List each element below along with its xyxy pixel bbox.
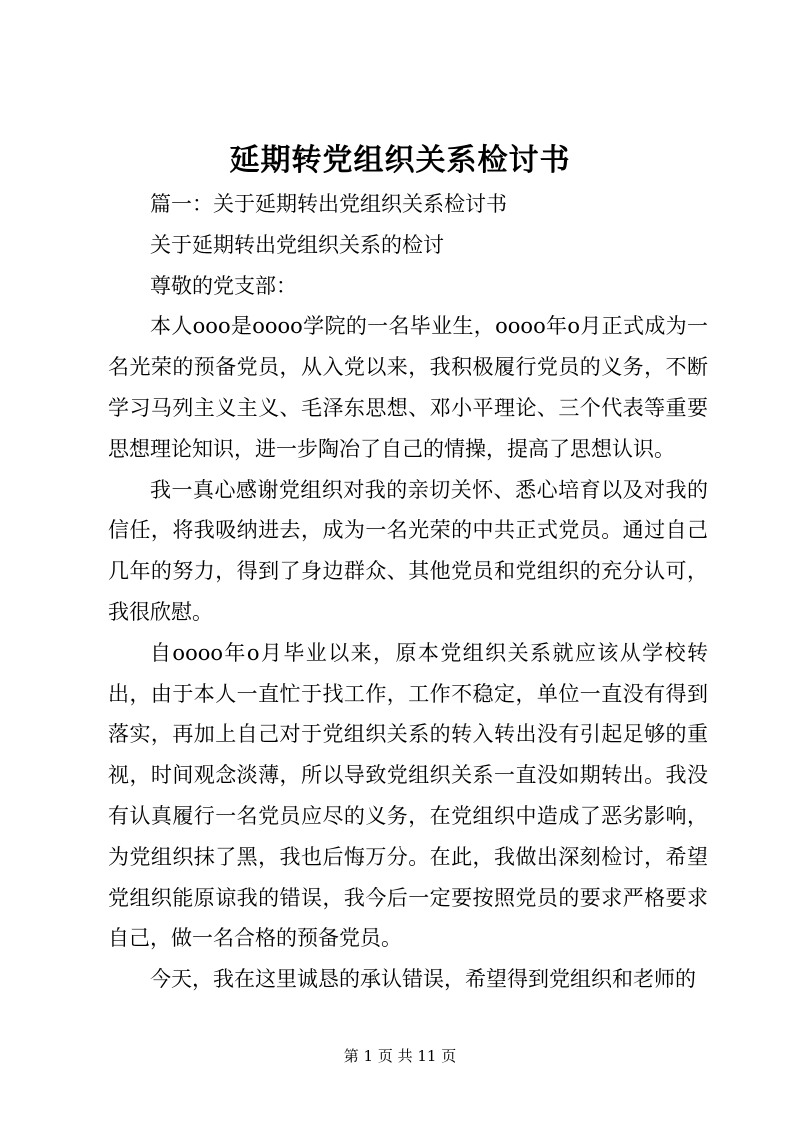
paragraph-3: 自oooo年o月毕业以来，原本党组织关系就应该从学校转出，由于本人一直忙于找工作，工作不稳定，单位一直没有得到落实，再加上自己对于党组织关系的转入转出没有引起足够的重视，时间观念淡薄，所以导致党组织关系一直没如期转出。我没有认真履行一名党员应尽的义务，在党组织中造成了恶劣影响，为党组织抹了黑，我也后悔万分。在此，我做出深刻检讨，希望党组织能原谅我的错误，我今后一定要按照党员的要求严格要求自己，做一名合格的预备党员。 xyxy=(108,640,708,951)
salutation: 尊敬的党支部： xyxy=(150,273,297,298)
paragraph-4: 今天，我在这里诚恳的承认错误，希望得到党组织和老师的 xyxy=(150,967,696,992)
paragraph-1: 本人ooo是oooo学院的一名毕业生，oooo年o月正式成为一名光荣的预备党员，从入党以来，我积极履行党员的义务，不断学习马列主义主义、毛泽东思想、邓小平理论、三个代表等重要思想理论知识，进一步陶冶了自己的情操，提高了思想认识。 xyxy=(108,314,708,461)
document-title: 延期转党组织关系检讨书 xyxy=(229,143,571,178)
subsection-heading: 关于延期转出党组织关系的检讨 xyxy=(150,232,444,257)
paragraph-2: 我一真心感谢党组织对我的亲切关怀、悉心培育以及对我的信任，将我吸纳进去，成为一名光荣的中共正式党员。通过自己几年的努力，得到了身边群众、其他党员和党组织的充分认可，我很欣慰。 xyxy=(108,477,708,624)
section-heading: 篇一：关于延期转出党组织关系检讨书 xyxy=(150,192,507,216)
document-body xyxy=(108,184,708,1000)
page-footer: 第 1 页 共 11 页 xyxy=(343,1047,457,1065)
